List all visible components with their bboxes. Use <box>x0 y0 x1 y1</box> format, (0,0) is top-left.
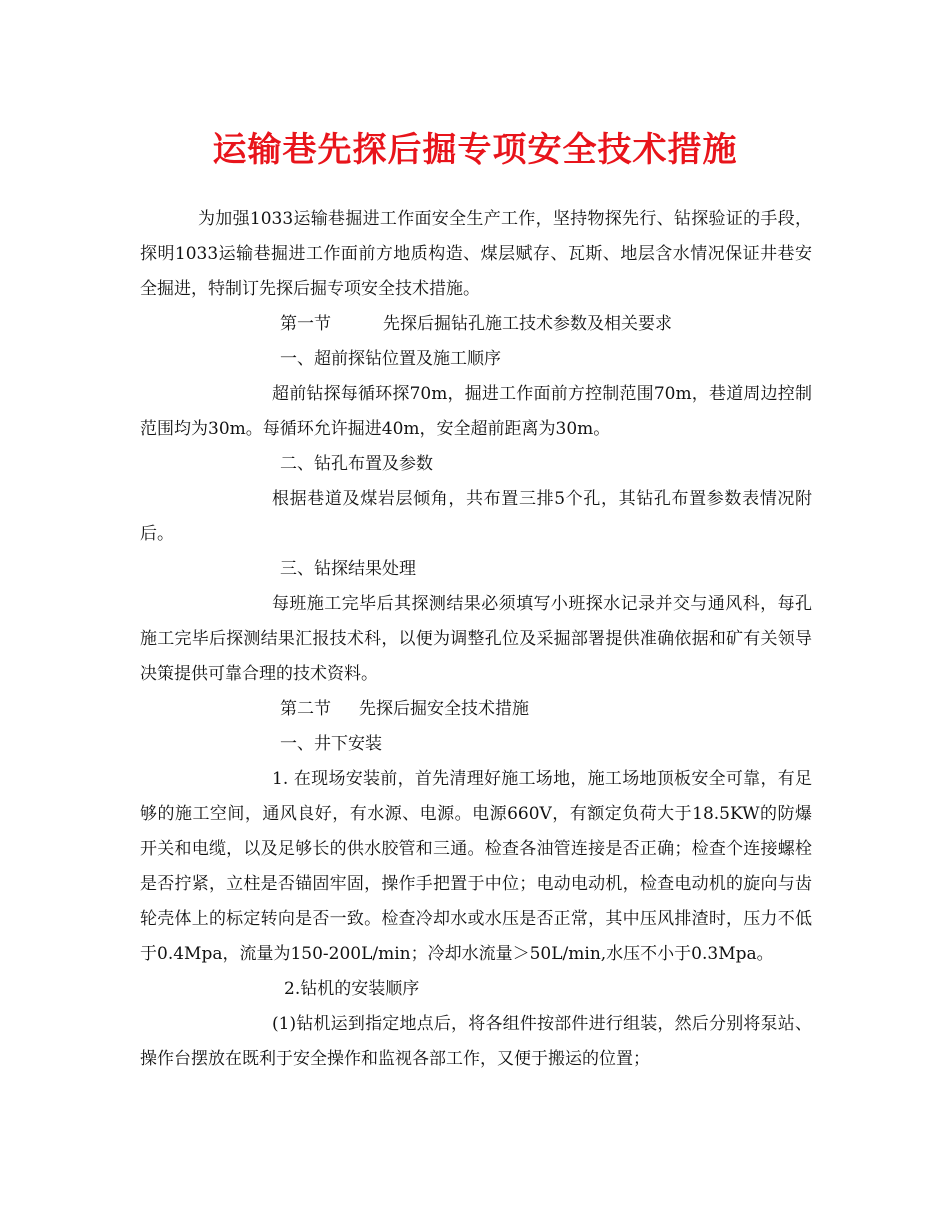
section2-sub1-heading: 一、井下安装 <box>280 734 382 754</box>
section1-heading <box>140 307 812 342</box>
section1-sub1-paragraph: 超前钻探每循环探70m，掘进工作面前方控制范围70m，巷道周边控制范围均为30m。每循环允许掘进40m，安全超前距离为30m。 <box>140 384 812 439</box>
section1-title: 先探后掘钻孔施工技术参数及相关要求 <box>383 314 672 334</box>
section2-item1-paragraph: 1. 在现场安装前，首先清理好施工场地，施工场地顶板安全可靠，有足够的施工空间，通风良好，有水源、电源。电源660V，有额定负荷大于18.5KW的防爆开关和电缆，以及足够长的供水胶管和三通。检查各油管连接是否正确；检查个连接螺栓是否拧紧，立柱是否锚固牢固，操作手把置于中位；电动电动机，检查电动机的旋向与齿轮壳体上的标定转向是否一致。检查冷却水或水压是否正常，其中压风排渣时，压力不低于0.4Mpa，流量为150-200L/min；冷却水流量＞50L/min,水压不小于0.3Mpa。 <box>140 769 812 964</box>
intro-paragraph: 为加强1033运输巷掘进工作面安全生产工作，坚持物探先行、钻探验证的手段，探明1033运输巷掘进工作面前方地质构造、煤层赋存、瓦斯、地层含水情况保证井巷安全掘进，特制订先探后掘专项安全技术措施。 <box>140 209 812 299</box>
section1-sub3-heading: 三、钻探结果处理 <box>280 559 416 579</box>
section2-label: 第二节 <box>280 699 331 719</box>
section1-sub2-paragraph: 根据巷道及煤岩层倾角，共布置三排5个孔，其钻孔布置参数表情况附后。 <box>140 489 812 544</box>
document-title: 运输巷先探后掘专项安全技术措施 <box>212 130 738 170</box>
section2-item2-sub1-paragraph: (1)钻机运到指定地点后，将各组件按部件进行组装，然后分别将泵站、操作台摆放在既利于安全操作和监视各部工作，又便于搬运的位置； <box>140 1014 812 1069</box>
section2-heading <box>140 692 812 727</box>
section2-title: 先探后掘安全技术措施 <box>359 699 529 719</box>
section2-item2-heading: 2.钻机的安装顺序 <box>284 979 420 999</box>
document-body <box>140 202 812 1077</box>
section1-sub2-heading: 二、钻孔布置及参数 <box>280 454 433 474</box>
section1-label: 第一节 <box>280 314 331 334</box>
section1-sub3-paragraph: 每班施工完毕后其探测结果必须填写小班探水记录并交与通风科，每孔施工完毕后探测结果汇报技术科，以便为调整孔位及采掘部署提供准确依据和矿有关领导决策提供可靠合理的技术资料。 <box>140 594 812 684</box>
section1-sub1-heading: 一、超前探钻位置及施工顺序 <box>280 349 501 369</box>
